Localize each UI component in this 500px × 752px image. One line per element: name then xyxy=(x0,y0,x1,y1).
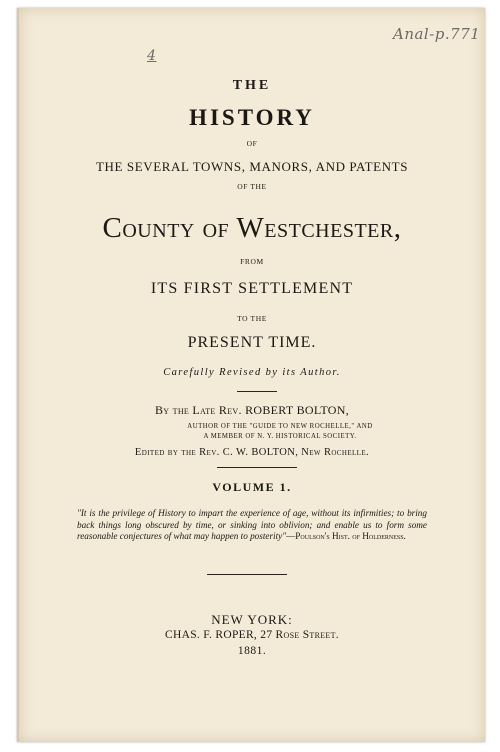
title-of-the: OF THE xyxy=(237,182,267,191)
imprint-city: NEW YORK: xyxy=(211,612,293,627)
title-present-time: PRESENT TIME. xyxy=(187,334,317,351)
handwritten-catalog-note: Anal-p.771 xyxy=(393,25,481,43)
handwritten-number: 4 xyxy=(147,48,157,64)
editor-line: Edited by the Rev. C. W. BOLTON, New Rochelle. xyxy=(134,447,370,458)
author-byline: By the Late Rev. ROBERT BOLTON, xyxy=(154,403,350,417)
epigraph xyxy=(77,508,427,543)
revised-note: Carefully Revised by its Author. xyxy=(163,367,341,378)
title-history: HISTORY xyxy=(189,105,315,130)
title-page xyxy=(17,8,485,742)
title-first-settlement: ITS FIRST SETTLEMENT xyxy=(150,280,354,297)
title-several-towns: THE SEVERAL TOWNS, MANORS, AND PATENTS xyxy=(95,159,409,174)
author-credential-2: A MEMBER OF N. Y. HISTORICAL SOCIETY. xyxy=(203,433,357,440)
divider-rule xyxy=(207,574,287,575)
volume-label: VOLUME 1. xyxy=(212,480,292,494)
imprint-publisher: CHAS. F. ROPER, 27 Rose Street. xyxy=(165,629,339,641)
author-credential-1: AUTHOR OF THE "GUIDE TO NEW ROCHELLE," AND xyxy=(187,423,373,430)
title-county: County of Westchester, xyxy=(102,212,402,244)
epigraph-source: —Poulson's Hist. of Holderness. xyxy=(286,531,406,541)
divider-rule xyxy=(217,467,297,468)
imprint-year: 1881. xyxy=(237,645,267,657)
title-the: THE xyxy=(232,78,272,93)
title-from: FROM xyxy=(240,257,264,266)
title-to-the: TO THE xyxy=(237,314,267,323)
epigraph-text: "It is the privilege of History to impart the experience of age, without its infirmities; to bring back things long obscured by time, or sinking into oblivion; and enable us to form some reasonable conjectures of what may happen to posterity" xyxy=(77,508,427,541)
title-of: OF xyxy=(246,139,258,148)
divider-rule xyxy=(237,391,277,392)
